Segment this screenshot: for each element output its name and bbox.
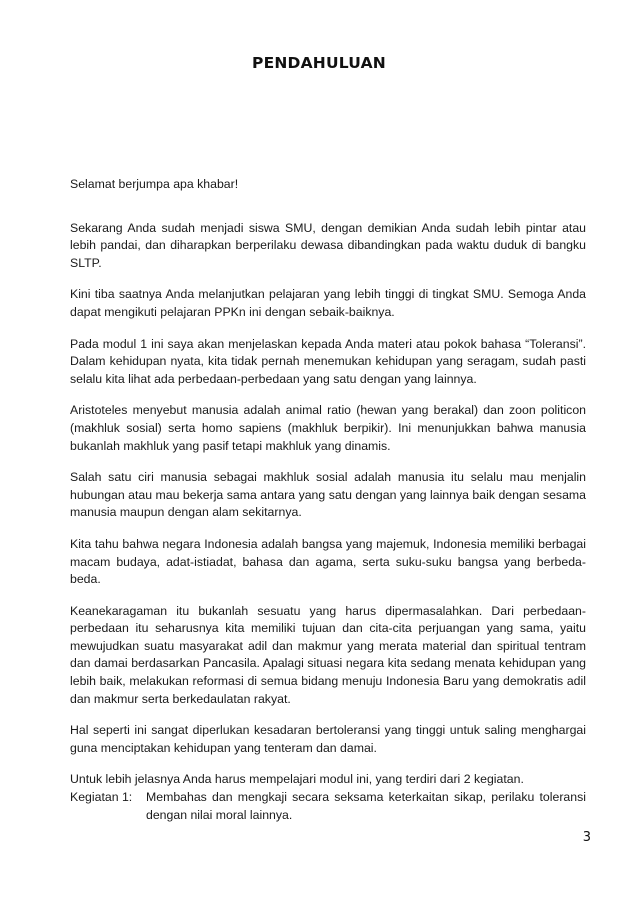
paragraph-7: Keanekaragaman itu bukanlah sesuatu yang harus dipermasalahkan. Dari perbedaan-perbedaan itu seharusnya kita memiliki tujuan dan cita-cita perjuangan yang sama, yaitu mewujudkan suatu masyarakat adil dan makmur yang merata material dan spiritual tentram dan damai berdasarkan Pancasila. Apalagi situasi negara kita sedang menata kehidupan yang lebih baik, melakukan reformasi di semua bidang menuju Indonesia Baru yang demokratis adil dan makmur serta berkedaulatan rakyat. bbox=[70, 603, 586, 706]
paragraph-1: Sekarang Anda sudah menjadi siswa SMU, dengan demikian Anda sudah lebih pintar atau lebih pandai, dan diharapkan berperilaku dewasa dibandingkan pada waktu duduk di bangku SLTP. bbox=[70, 220, 586, 270]
body-text bbox=[70, 176, 586, 824]
page-number: 3 bbox=[582, 830, 591, 845]
paragraph-8: Hal seperti ini sangat diperlukan kesadaran bertoleransi yang tinggi untuk saling menghargai guna menciptakan kehidupan yang tenteram dan damai. bbox=[70, 723, 586, 755]
page-title: PENDAHULUAN bbox=[252, 54, 386, 72]
kegiatan-description: Membahas dan mengkaji secara seksama keterkaitan sikap, perilaku toleransi dengan nilai moral lainnya. bbox=[146, 790, 586, 822]
paragraph-3: Pada modul 1 ini saya akan menjelaskan kepada Anda materi atau pokok bahasa “Toleransi”. Dalam kehidupan nyata, kita tidak pernah menemukan kehidupan yang seragam, sudah pasti selalu kita lihat ada perbedaan-perbedaan yang satu dengan yang lainnya. bbox=[70, 336, 586, 386]
greeting-paragraph: Selamat berjumpa apa khabar! bbox=[70, 177, 239, 191]
kegiatan-intro: Untuk lebih jelasnya Anda harus mempelajari modul ini, yang terdiri dari 2 kegiatan. bbox=[70, 772, 524, 787]
kegiatan-item bbox=[70, 789, 586, 824]
kegiatan-label: Kegiatan 1: bbox=[70, 790, 133, 805]
paragraph-5: Salah satu ciri manusia sebagai makhluk sosial adalah manusia itu selalu mau menjalin hubungan atau mau bekerja sama antara yang satu dengan yang lainnya baik dengan sesama manusia maupun dengan alam sekitarnya. bbox=[70, 470, 586, 520]
paragraph-6: Kita tahu bahwa negara Indonesia adalah bangsa yang majemuk, Indonesia memiliki berbagai macam budaya, adat-istiadat, bahasa dan agama, serta suku-suku bangsa yang berbeda-beda. bbox=[70, 536, 586, 587]
paragraph-4: Aristoteles menyebut manusia adalah animal ratio (hewan yang berakal) dan zoon politicon (makhluk sosial) serta homo sapiens (makhluk berpikir). Ini menunjukkan bahwa manusia bukanlah makhluk yang pasif tetapi makhluk yang dinamis. bbox=[70, 403, 586, 453]
paragraph-2: Kini tiba saatnya Anda melanjutkan pelajaran yang lebih tinggi di tingkat SMU. Semoga Anda dapat mengikuti pelajaran PPKn ini dengan sebaik-baiknya. bbox=[70, 287, 586, 319]
